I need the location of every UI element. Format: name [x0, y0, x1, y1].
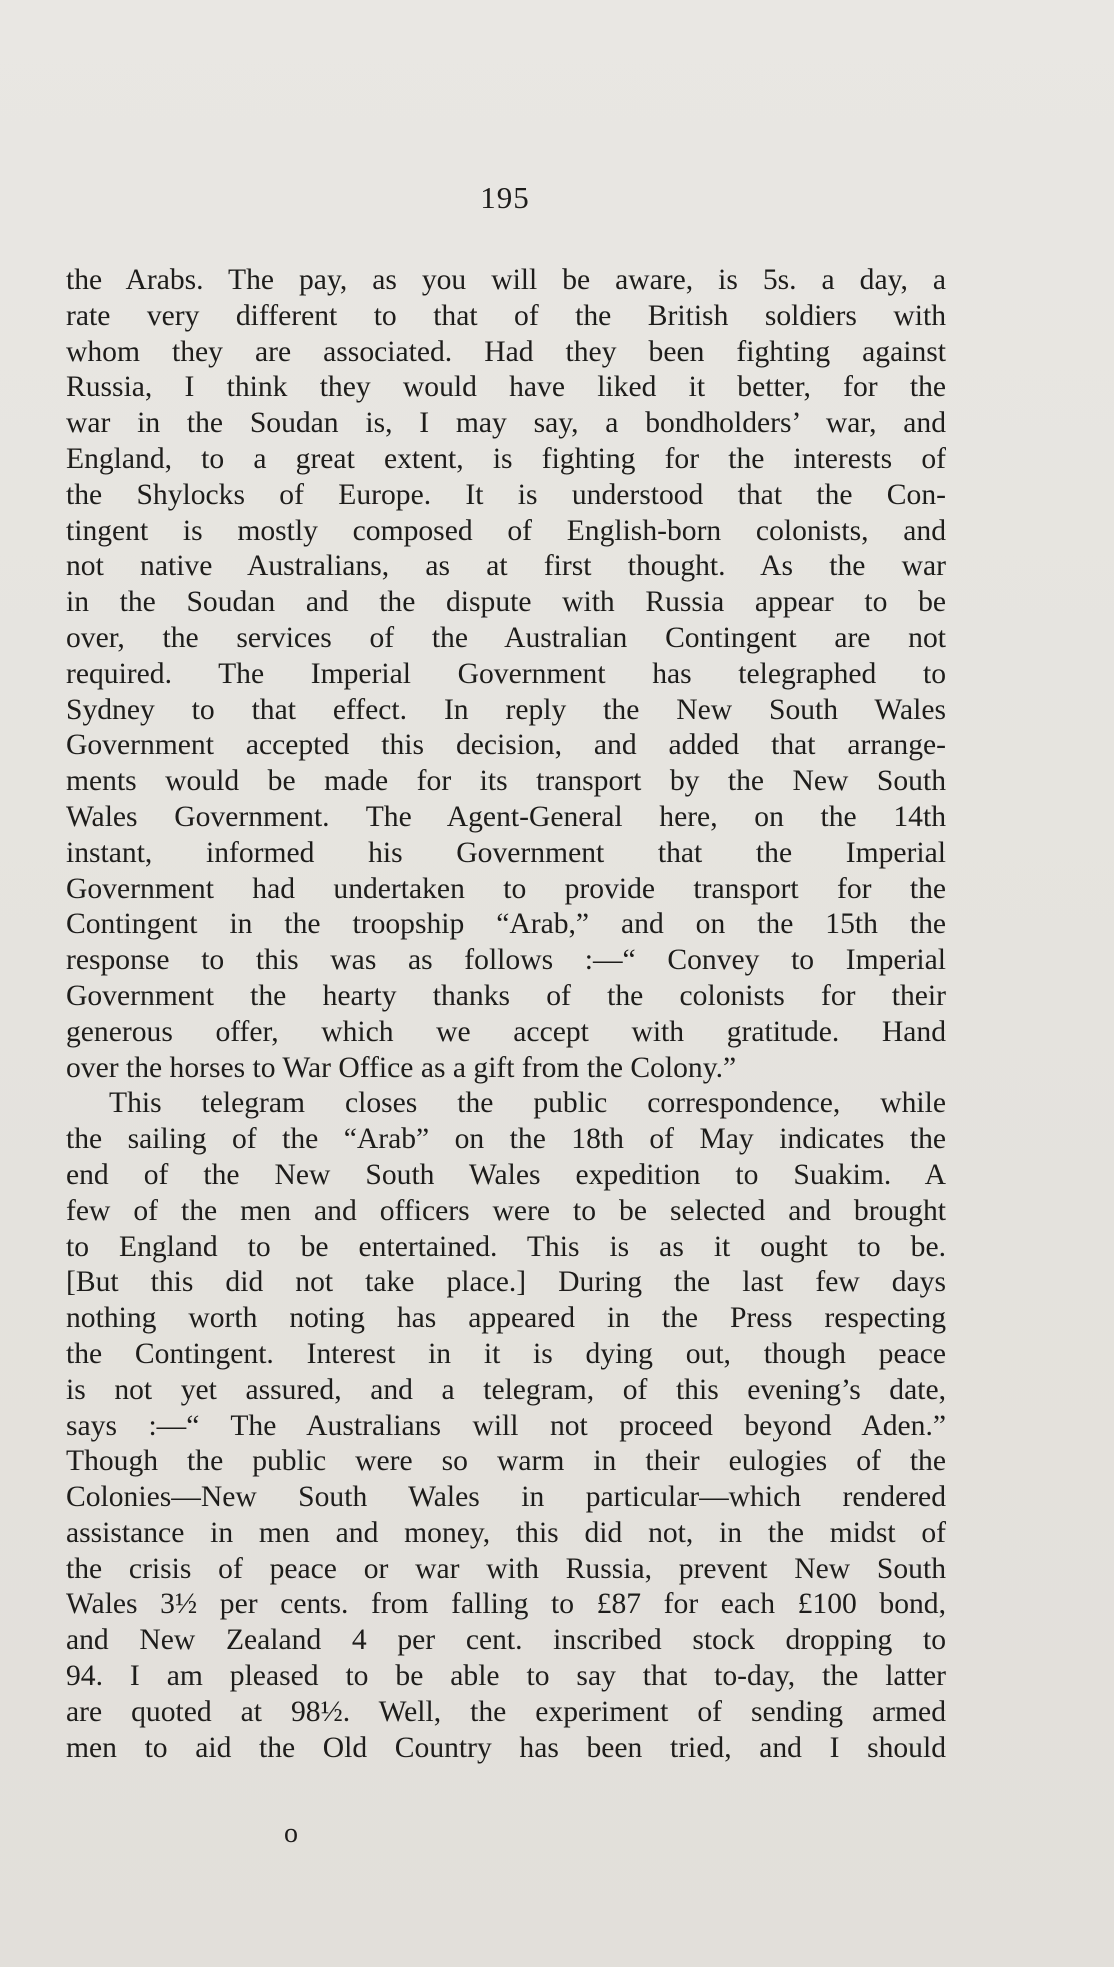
text-line: Contingent in the troopship “Arab,” and on the 15th the: [66, 908, 946, 941]
text-line: the Shylocks of Europe. It is understood that the Con-: [66, 478, 946, 511]
text-line: required. The Imperial Government has telegraphed to: [66, 657, 946, 690]
text-line: Though the public were so warm in their eulogies of the: [66, 1445, 946, 1478]
text-line: assistance in men and money, this did not, in the midst of: [66, 1516, 946, 1549]
text-line: war in the Soudan is, I may say, a bondholders’ war, and: [66, 407, 946, 440]
text-line: the sailing of the “Arab” on the 18th of May indicates the: [66, 1123, 946, 1156]
text-line: instant, informed his Government that the Imperial: [66, 836, 946, 869]
text-line: are quoted at 98½. Well, the experiment of sending armed: [66, 1695, 946, 1728]
text-line: the Arabs. The pay, as you will be aware, is 5s. a day, a: [66, 264, 946, 296]
text-line: This telegram closes the public correspondence, while: [109, 1087, 946, 1120]
signature-mark: o: [284, 1818, 298, 1849]
text-line: rate very different to that of the British soldiers with: [66, 299, 946, 332]
text-line: generous offer, which we accept with gratitude. Hand: [66, 1015, 946, 1048]
text-line: nothing worth noting has appeared in the Press respecting: [66, 1302, 946, 1335]
text-line: is not yet assured, and a telegram, of this evening’s date,: [66, 1373, 946, 1406]
text-line: whom they are associated. Had they been fighting against: [66, 335, 946, 368]
text-line: Wales Government. The Agent-General here, on the 14th: [66, 800, 946, 833]
text-line: over, the services of the Australian Contingent are not: [66, 621, 946, 654]
text-line: Government had undertaken to provide transport for the: [66, 872, 946, 905]
text-line: response to this was as follows :—“ Convey to Imperial: [66, 944, 946, 977]
text-line: over the horses to War Office as a gift from the Colony.”: [66, 1051, 737, 1084]
text-line: and New Zealand 4 per cent. inscribed stock dropping to: [66, 1624, 946, 1657]
text-line: men to aid the Old Country has been tried, and I should: [66, 1731, 946, 1764]
text-line: Government the hearty thanks of the colonists for their: [66, 979, 946, 1012]
body-text: [66, 263, 946, 1766]
text-line: the crisis of peace or war with Russia, prevent New South: [66, 1552, 946, 1585]
text-line: Russia, I think they would have liked it better, for the: [66, 371, 946, 404]
text-line: 94. I am pleased to be able to say that to-day, the latter: [66, 1660, 946, 1693]
text-line: to England to be entertained. This is as it ought to be.: [66, 1230, 946, 1263]
text-line: England, to a great extent, is fighting for the interests of: [66, 442, 946, 475]
text-line: end of the New South Wales expedition to Suakim. A: [66, 1158, 946, 1191]
text-line: tingent is mostly composed of English-born colonists, and: [66, 514, 946, 547]
text-line: Wales 3½ per cents. from falling to £87 for each £100 bond,: [66, 1588, 946, 1621]
text-line: not native Australians, as at first thought. As the war: [66, 550, 946, 583]
text-line: Colonies—New South Wales in particular—which rendered: [66, 1481, 946, 1514]
page-number: 195: [480, 180, 530, 215]
text-line: Government accepted this decision, and added that arrange-: [66, 729, 946, 762]
text-line: ments would be made for its transport by the New South: [66, 765, 946, 798]
text-line: in the Soudan and the dispute with Russia appear to be: [66, 586, 946, 619]
text-line: says :—“ The Australians will not proceed beyond Aden.”: [66, 1409, 946, 1442]
text-line: Sydney to that effect. In reply the New South Wales: [66, 693, 946, 726]
text-line: few of the men and officers were to be selected and brought: [66, 1194, 946, 1227]
text-line: [But this did not take place.] During the last few days: [66, 1266, 946, 1299]
text-line: the Contingent. Interest in it is dying out, though peace: [66, 1337, 946, 1370]
